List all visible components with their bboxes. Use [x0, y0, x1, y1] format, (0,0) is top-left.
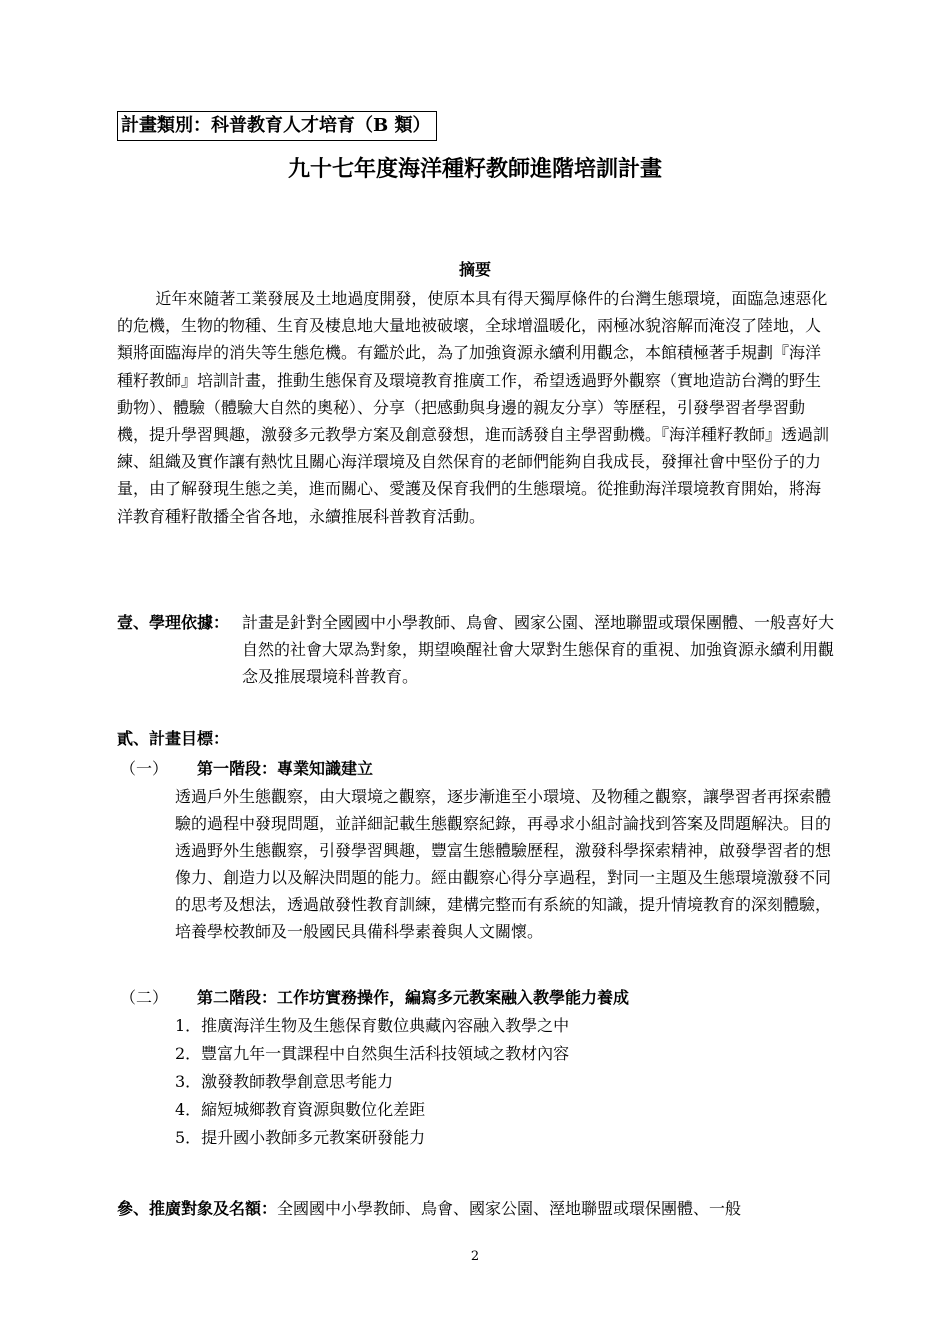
section-3-label: 參、推廣對象及名額： [117, 1199, 278, 1218]
section-1-label: 壹、學理依據： [117, 613, 230, 632]
abstract-text: 近年來隨著工業發展及土地過度開發，使原本具有得天獨厚條件的台灣生態環境，面臨急速惡化的危機，生物的物種、生育及棲息地大量地被破壞，全球增溫暖化，兩極冰貌溶解而淹沒了陸地，人類將面臨海岸的消失等生態危機。有鑑於此，為了加強資源永續利用觀念，本館積極著手規劃『海洋種籽教師』培訓計畫，推動生態保育及環境教育推廣工作，希望透過野外觀察（實地造訪台灣的野生動物）、體驗（體驗大自然的奧秘）、分享（把感動與身邊的親友分享）等歷程，引發學習者學習動機，提升學習興趣，激發多元教學方案及創意發想，進而誘發自主學習動機。『海洋種籽教師』透過訓練、組織及實作讓有熱忱且關心海洋環境及自然保育的老師們能夠自我成長，發揮社會中堅份子的力量，由了解發現生態之美，進而關心、愛護及保育我們的生態環境。從推動海洋環境教育開始，將海洋教育種籽散播全省各地，永續推展科普教育活動。 [117, 289, 830, 526]
stage-2-item: 1．推廣海洋生物及生態保育數位典藏內容融入教學之中 [175, 1016, 570, 1035]
stage-1-label: （一） [120, 759, 169, 778]
section-1-text-content: 計畫是針對全國國中小學教師、鳥會、國家公園、溼地聯盟或環保團體、一般喜好大自然的社會大眾為對象，期望喚醒社會大眾對生態保育的重視、加強資源永續利用觀念及推展環境科普教育。 [242, 613, 835, 686]
stage-1-text: 透過戶外生態觀察，由大環境之觀察，逐步漸進至小環境、及物種之觀察，讓學習者再探索體驗的過程中發現問題，並詳細記載生態觀察紀錄，再尋求小組討論找到答案及問題解決。目的透過野外生態觀察，引發學習興趣，豐富生態體驗歷程，激發科學探索精神，啟發學習者的想像力、創造力以及解決問題的能力。經由觀察心得分享過程，對同一主題及生態環境激發不同的思考及想法，透過啟發性教育訓練，建構完整而有系統的知識，提升情境教育的深刻體驗，培養學校教師及一般國民具備科學素養與人文關懷。 [175, 787, 832, 941]
section-3-text: 全國國中小學教師、鳥會、國家公園、溼地聯盟或環保團體、一般 [277, 1199, 742, 1218]
page-number: 2 [470, 1249, 480, 1264]
stage-2-item: 4．縮短城鄉教育資源與數位化差距 [175, 1100, 426, 1119]
stage-1-title: 第一階段：專業知識建立 [197, 759, 374, 778]
stage-2-item: 5．提升國小教師多元教案研發能力 [175, 1128, 426, 1147]
stage-2-item: 3．激發教師教學創意思考能力 [175, 1072, 394, 1091]
section-2-label: 貳、計畫目標： [117, 729, 230, 748]
section-1-text [242, 609, 840, 690]
abstract-heading: 摘要 [458, 260, 491, 279]
stage-2-item: 2．豐富九年一貫課程中自然與生活科技領域之教材內容 [175, 1044, 570, 1063]
stage-2-label: （二） [120, 988, 169, 1007]
section-3-line [117, 1195, 837, 1222]
stage-2-title: 第二階段：工作坊實務操作，編寫多元教案融入教學能力養成 [197, 988, 630, 1007]
document-title: 九十七年度海洋種籽教師進階培訓計畫 [287, 156, 662, 182]
plan-category-label: 計畫類別：科普教育人才培育（B 類） [117, 111, 437, 141]
